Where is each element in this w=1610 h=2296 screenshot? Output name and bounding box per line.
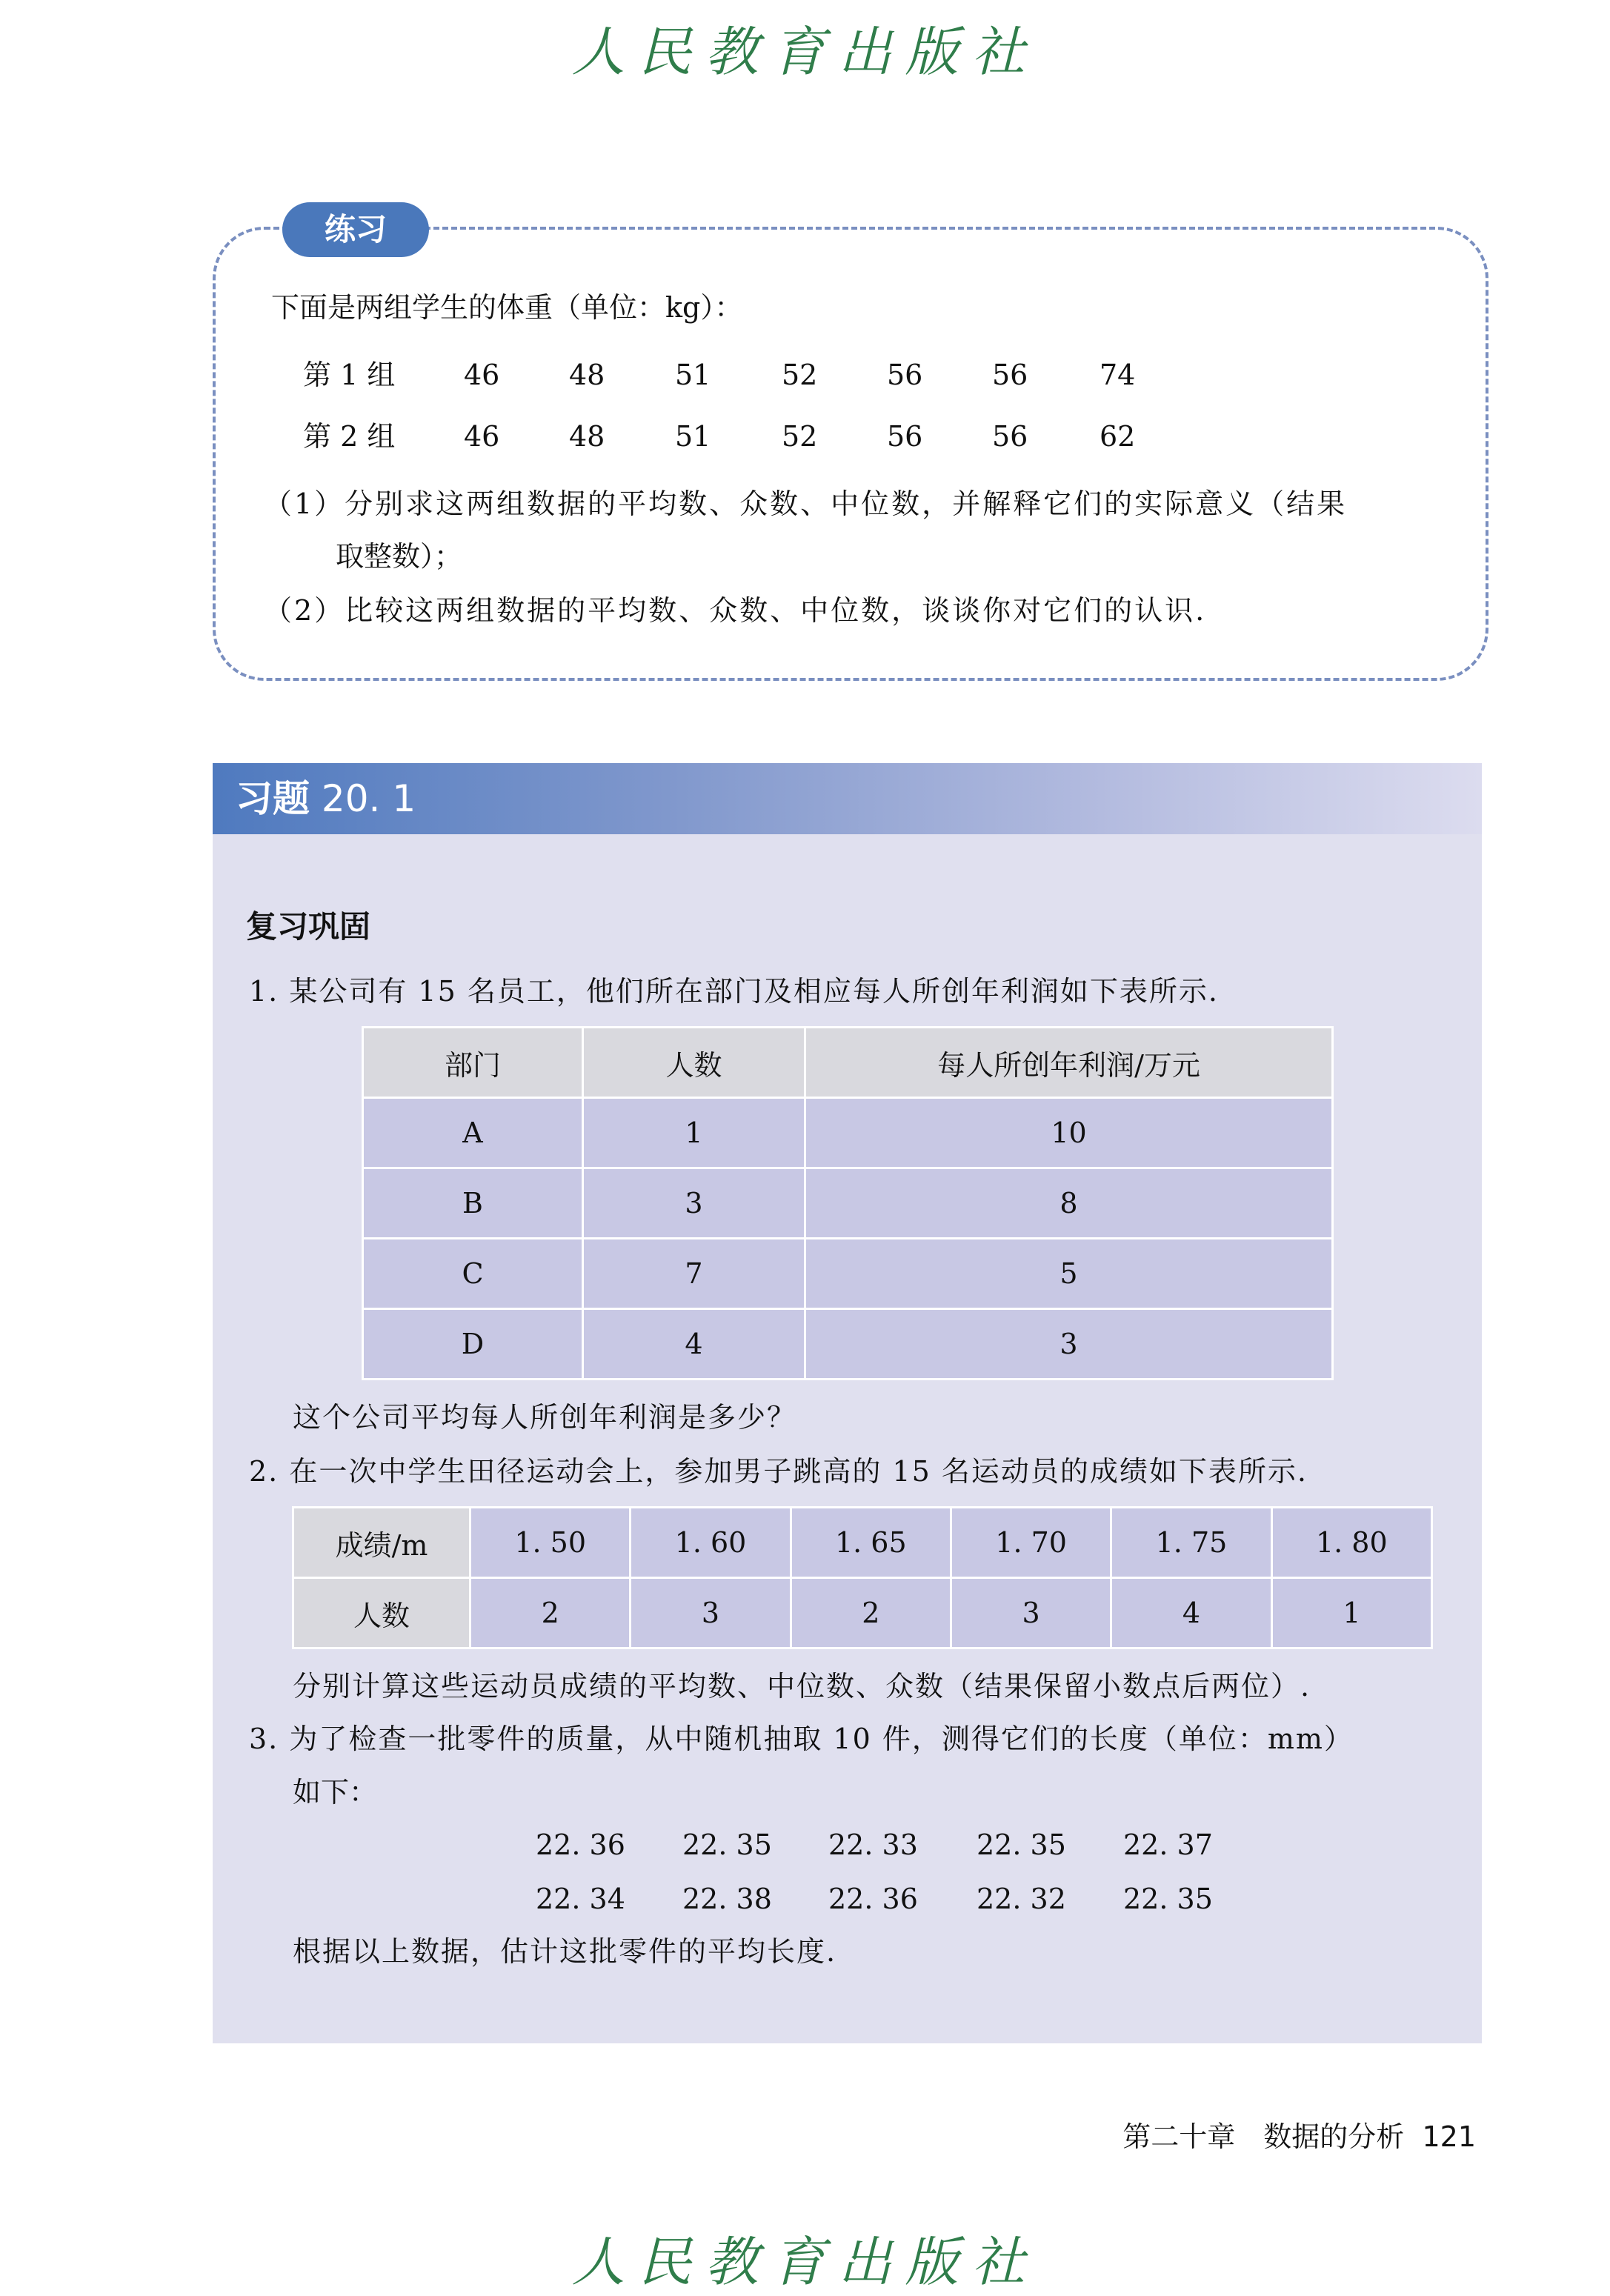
table-cell: 1 [583,1098,805,1168]
table-cell: 1. 60 [631,1508,791,1578]
value: 51 [675,359,711,391]
value: 48 [569,359,605,391]
table-row [363,1168,1333,1239]
chapter-title: 第二十章 数据的分析 [1122,2120,1405,2153]
practice-intro: 下面是两组学生的体重（单位：kg）： [271,291,743,324]
question-3-text-cont: 如下： [293,1776,378,1808]
question-3-prompt: 根据以上数据，估计这批零件的平均长度. [293,1935,837,1968]
value: 22. 34 [536,1883,625,1915]
value: 62 [1100,420,1136,453]
table-row [363,1098,1333,1168]
question-2-text: 2. 在一次中学生田径运动会上，参加男子跳高的 15 名运动员的成绩如下表所示. [249,1455,1308,1488]
table-row [363,1239,1333,1309]
table-header-row [363,1028,1333,1098]
question-3-text: 3. 为了检查一批零件的质量，从中随机抽取 10 件，测得它们的长度（单位：mm） [249,1723,1354,1755]
value: 74 [1100,359,1136,391]
value: 52 [782,420,818,453]
page-number: 121 [1422,2120,1476,2153]
question-1-prompt: 这个公司平均每人所创年利润是多少？ [293,1401,797,1434]
table-cell: 2 [470,1578,631,1648]
value: 22. 36 [536,1829,625,1861]
table-cell: 3 [631,1578,791,1648]
value: 56 [992,420,1028,453]
section-heading: 复习巩固 [246,908,371,945]
group-label: 第 1 组 [303,359,396,391]
table-cell: B [363,1168,583,1239]
table-header: 部门 [363,1028,583,1098]
table-cell: 3 [583,1168,805,1239]
value: 22. 32 [977,1883,1066,1915]
value: 22. 35 [977,1829,1066,1861]
publisher-logo-bottom: 人民教育出版社 [571,2231,1039,2293]
value: 52 [782,359,818,391]
practice-label: 练习 [282,202,429,257]
practice-question-1: （1）分别求这两组数据的平均数、众数、中位数，并解释它们的实际意义（结果 [264,488,1348,520]
table-cell: 1. 50 [470,1508,631,1578]
practice-question-2: （2）比较这两组数据的平均数、众数、中位数，谈谈你对它们的认识. [264,594,1207,627]
value: 22. 38 [682,1883,772,1915]
question-2-prompt: 分别计算这些运动员成绩的平均数、中位数、众数（结果保留小数点后两位）. [293,1670,1311,1703]
table-header: 每人所创年利润/万元 [805,1028,1333,1098]
high-jump-table [292,1506,1433,1649]
value: 22. 35 [682,1829,772,1861]
table-row [293,1578,1432,1648]
question-1-text: 1. 某公司有 15 名员工，他们所在部门及相应每人所创年利润如下表所示. [249,975,1219,1008]
exercise-title-cn: 习题 [236,777,310,820]
table-cell: 1. 70 [951,1508,1111,1578]
table-cell: 1. 65 [791,1508,951,1578]
value: 22. 36 [828,1883,918,1915]
table-cell: 4 [1111,1578,1271,1648]
exercise-title-num: 20. 1 [321,777,416,820]
table-cell: 5 [805,1239,1333,1309]
page-footer [1122,2114,1476,2154]
table-cell: 10 [805,1098,1333,1168]
value: 56 [887,359,923,391]
table-cell: 1 [1271,1578,1431,1648]
table-cell: D [363,1309,583,1380]
table-cell: 2 [791,1578,951,1648]
table-cell: C [363,1239,583,1309]
table-header: 人数 [583,1028,805,1098]
table-cell: 7 [583,1239,805,1309]
table-cell: A [363,1098,583,1168]
table-row-label: 成绩/m [293,1508,470,1578]
table-row [363,1309,1333,1380]
publisher-logo-top: 人民教育出版社 [571,21,1039,83]
table-cell: 3 [951,1578,1111,1648]
exercise-title [236,763,416,834]
value: 22. 37 [1123,1829,1213,1861]
practice-question-1-cont: 取整数）； [336,540,463,573]
value: 22. 35 [1123,1883,1213,1915]
value: 46 [464,359,500,391]
table-cell: 8 [805,1168,1333,1239]
table-cell: 1. 75 [1111,1508,1271,1578]
table-cell: 4 [583,1309,805,1380]
table-row-label: 人数 [293,1578,470,1648]
value: 56 [887,420,923,453]
value: 46 [464,420,500,453]
table-cell: 3 [805,1309,1333,1380]
value: 51 [675,420,711,453]
table-cell: 1. 80 [1271,1508,1431,1578]
group-label: 第 2 组 [303,420,396,453]
value: 56 [992,359,1028,391]
profit-table [362,1026,1334,1380]
value: 48 [569,420,605,453]
value: 22. 33 [828,1829,918,1861]
table-row [293,1508,1432,1578]
